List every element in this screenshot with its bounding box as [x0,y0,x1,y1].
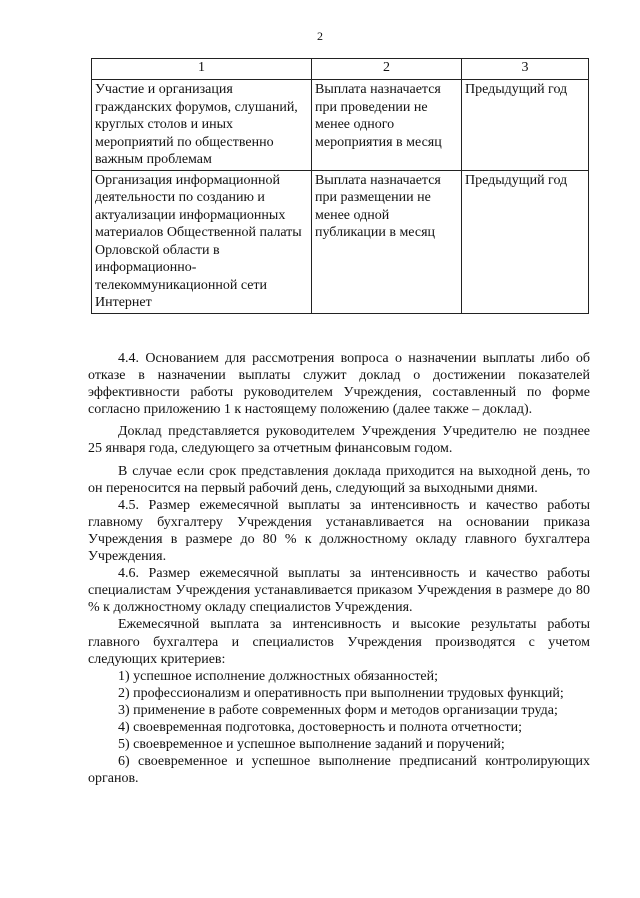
paragraph-4-4: 4.4. Основанием для рассмотрения вопроса о назначении выплаты либо об отказе в назначении выплаты служит доклад о достижении показателей эффективности работы руководителем Учреждения, составленный по форме согласно приложению 1 к настоящему положению (далее также – доклад). [88,351,590,418]
criteria-table [91,58,589,314]
list-item: 3) применение в работе современных форм и методов организации труда; [118,702,558,718]
paragraph-criteria-intro: Ежемесячной выплата за интенсивность и высокие результаты работы главного бухгалтера и специалистов Учреждения производятся с учетом следующих критериев: [88,617,590,667]
list-item: 6) своевременное и успешное выполнение предписаний контролирующих органов. [88,754,590,787]
column-header-1: 1 [92,59,312,80]
criterion-cell: Организация информационной деятельности по созданию и актуализации информационных материалов Общественной палаты Орловской области в информационно-телекоммуникационной сети Интернет [92,170,312,313]
table-row [92,170,589,313]
table-header-row [92,59,589,80]
paragraph-weekend-rule: В случае если срок представления доклада приходится на выходной день, то он переносится на первый рабочий день, следующий за выходными днями. [88,463,590,496]
column-header-2: 2 [312,59,462,80]
condition-cell: Выплата назначается при размещении не менее одной публикации в месяц [312,170,462,313]
list-item: 1) успешное исполнение должностных обязанностей; [118,668,439,684]
paragraph-4-6: 4.6. Размер ежемесячной выплаты за интенсивность и качество работы специалистам Учреждения устанавливается приказом Учреждения в размере до 80 % к должностному окладу специалистов Учреждения. [88,566,590,616]
column-header-3: 3 [462,59,589,80]
list-item: 4) своевременная подготовка, достоверность и полнота отчетности; [118,719,522,735]
period-cell: Предыдущий год [462,80,589,171]
condition-cell: Выплата назначается при проведении не менее одного мероприятия в месяц [312,80,462,171]
list-item: 2) профессионализм и оперативность при выполнении трудовых функций; [118,685,564,701]
paragraph-report-deadline: Доклад представляется руководителем Учреждения Учредителю не позднее 25 января года, следующего за отчетным финансовым годом. [88,424,590,457]
criterion-cell: Участие и организация гражданских форумов, слушаний, круглых столов и иных мероприятий по общественно важным проблемам [92,80,312,171]
paragraph-4-5: 4.5. Размер ежемесячной выплаты за интенсивность и качество работы главному бухгалтеру Учреждения устанавливается на основании приказа Учреждения в размере до 80 % к должностному окладу главного бухгалтера Учреждения. [88,497,590,565]
table-row [92,80,589,171]
page-number: 2 [317,29,323,43]
body-text [88,350,590,787]
period-cell: Предыдущий год [462,170,589,313]
list-item: 5) своевременное и успешное выполнение заданий и поручений; [118,737,505,753]
